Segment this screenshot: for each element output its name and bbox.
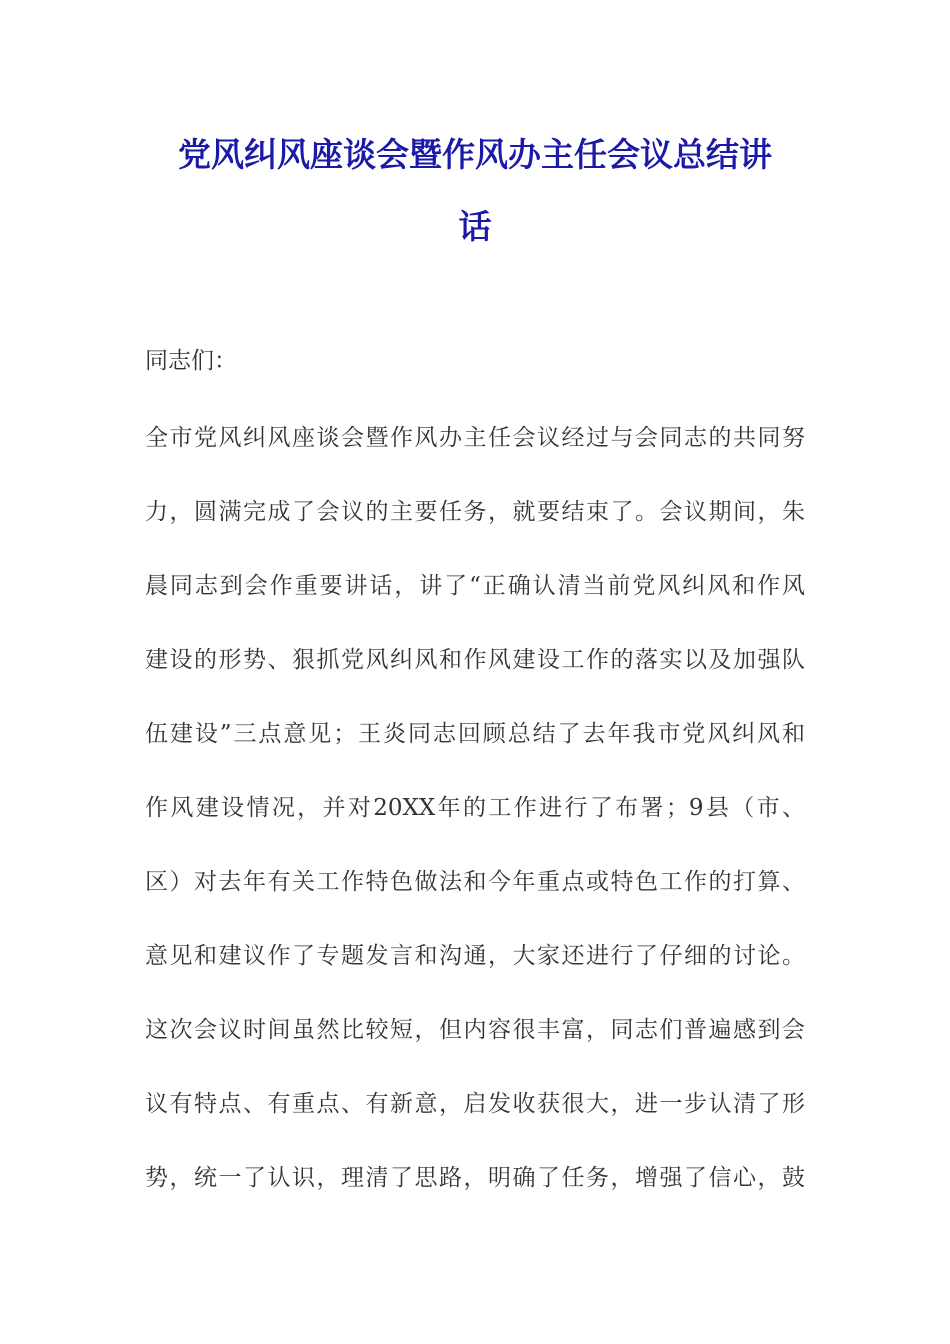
body-line: 意见和建议作了专题发言和沟通，大家还进行了仔细的讨论。 xyxy=(145,943,805,969)
body-line: 区）对去年有关工作特色做法和今年重点或特色工作的打算、 xyxy=(145,869,805,895)
body-line: 势，统一了认识，理清了思路，明确了任务，增强了信心，鼓 xyxy=(145,1165,805,1191)
salutation: 同志们： xyxy=(145,348,237,374)
document-title-line-2: 话 xyxy=(458,207,492,246)
body-line: 晨同志到会作重要讲话，讲了“正确认清当前党风纠风和作风 xyxy=(145,573,805,599)
body-line: 伍建设”三点意见；王炎同志回顾总结了去年我市党风纠风和 xyxy=(145,721,805,747)
body-line: 力，圆满完成了会议的主要任务，就要结束了。会议期间，朱 xyxy=(145,499,805,525)
body-line: 全市党风纠风座谈会暨作风办主任会议经过与会同志的共同努 xyxy=(145,425,805,451)
body-line: 议有特点、有重点、有新意，启发收获很大，进一步认清了形 xyxy=(145,1091,805,1117)
body-line: 这次会议时间虽然比较短，但内容很丰富，同志们普遍感到会 xyxy=(145,1017,805,1043)
document-title-line-1: 党风纠风座谈会暨作风办主任会议总结讲 xyxy=(178,135,772,174)
body-line: 作风建设情况，并对20XX年的工作进行了布署；9县（市、 xyxy=(145,795,805,821)
body-line: 建设的形势、狠抓党风纠风和作风建设工作的落实以及加强队 xyxy=(145,647,805,673)
